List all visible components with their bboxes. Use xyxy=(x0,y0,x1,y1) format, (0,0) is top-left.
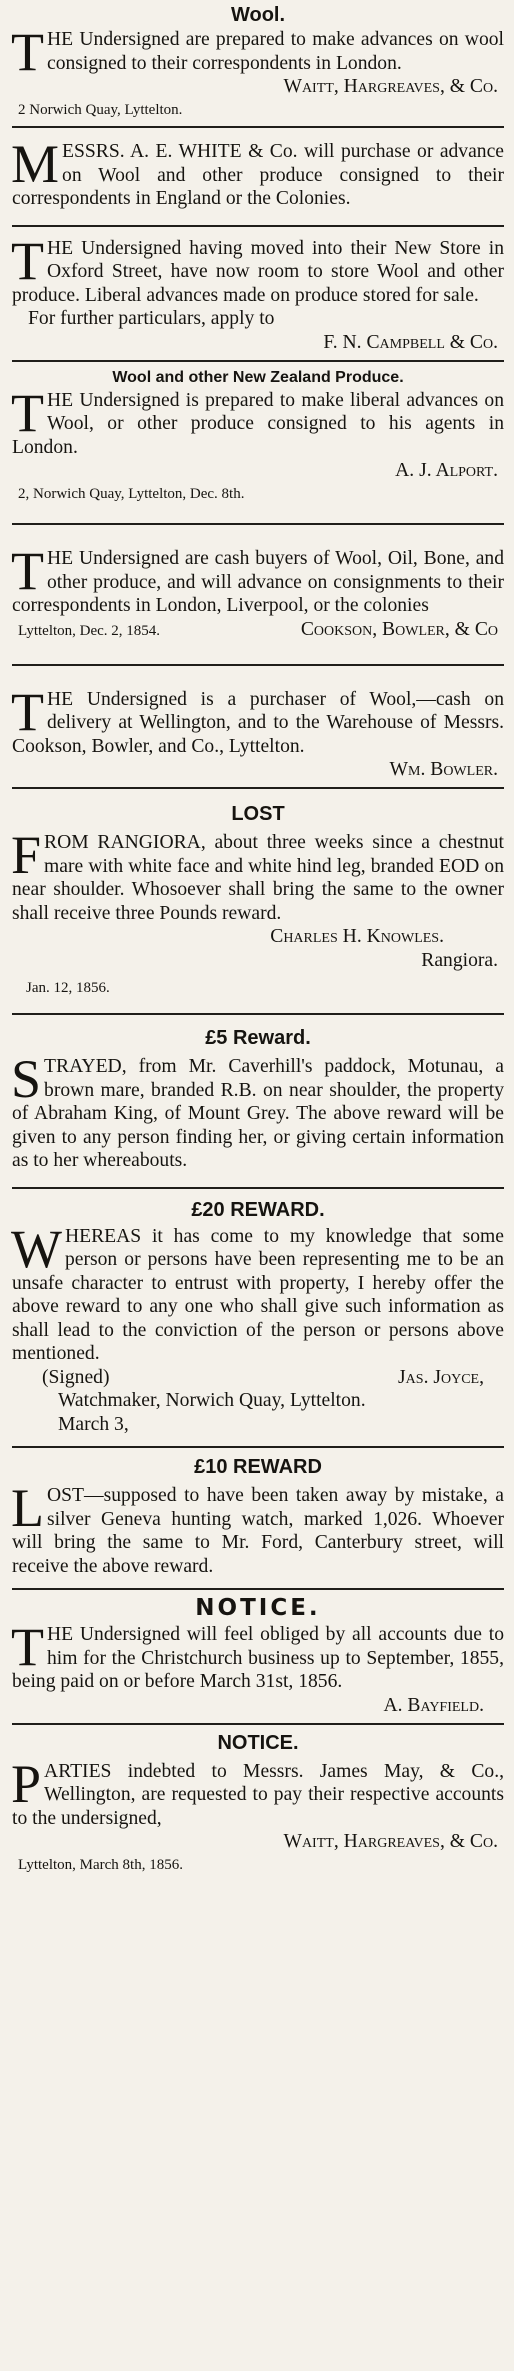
ad-signed-row xyxy=(12,1366,504,1390)
ad-body xyxy=(11,825,504,925)
ad-body xyxy=(11,681,504,759)
drop-cap: T xyxy=(11,1617,44,1677)
drop-cap: T xyxy=(11,230,44,291)
ad-text: HE Undersigned are cash buyers of Wool, Oil, Bone, and other produce, and will advance on consignments to their correspondents in London, Liverpool, or the colonies xyxy=(12,548,504,616)
ad-text: HE Undersigned will feel obliged by all accounts due to him for the Christchurch business up to September, 1855, being paid on or before March 31st, 1856. xyxy=(12,1624,504,1692)
ad-text: HE Undersigned is prepared to make liberal advances on Wool, or other produce consigned to his agents in London. xyxy=(12,389,504,458)
ad-alport xyxy=(12,367,504,506)
drop-cap: T xyxy=(11,541,44,601)
ad-10-pound-reward xyxy=(12,1454,504,1578)
ad-footer-row xyxy=(12,618,504,642)
ad-body xyxy=(11,1218,504,1366)
ad-extra: For further particulars, apply to xyxy=(28,308,275,329)
ad-heading: NOTICE. xyxy=(217,1731,299,1754)
ad-signature: Waitt, Hargreaves, & Co. xyxy=(283,76,498,97)
ad-footer: Jan. 12, 1856. xyxy=(26,980,110,996)
ad-notice-bayfield xyxy=(12,1595,504,1718)
ad-place: Rangiora. xyxy=(421,950,498,971)
divider xyxy=(12,1446,504,1448)
ad-signature: A. Bayfield. xyxy=(383,1694,484,1716)
ad-signature: Cookson, Bowler, & Co xyxy=(300,618,498,640)
drop-cap: P xyxy=(11,1753,42,1814)
ad-signed-label: (Signed) xyxy=(42,1366,110,1388)
divider xyxy=(12,1187,504,1189)
ad-footer: 2 Norwich Quay, Lyttelton. xyxy=(18,102,183,118)
ad-body xyxy=(11,230,504,308)
divider xyxy=(12,360,504,362)
ad-footer: March 3, xyxy=(58,1413,129,1435)
divider xyxy=(12,1013,504,1015)
ad-text: HE Undersigned are prepared to make advances on wool consigned to their correspondents in London. xyxy=(47,29,504,74)
ad-text: ARTIES indebted to Messrs. James May, & Co., Wellington, are requested to pay their respective accounts to the undersigned, xyxy=(12,1760,504,1829)
drop-cap: T xyxy=(11,22,44,82)
divider xyxy=(12,225,504,227)
drop-cap: T xyxy=(11,681,44,742)
ad-text: HEREAS it has come to my knowledge that some person or persons have been representing me to be an unsafe character to entrust with property, I hereby offer the above reward to any one who shall give such information as shall lead to the conviction of the person or persons above mentioned. xyxy=(12,1225,504,1364)
ad-notice-james-may xyxy=(12,1730,504,1877)
ad-body xyxy=(11,134,504,211)
ad-signature: A. J. Alport. xyxy=(395,460,498,481)
ad-body xyxy=(11,541,504,618)
ad-campbell xyxy=(11,230,504,355)
ad-text: ESSRS. A. E. WHITE & Co. will purchase or advance on Wool and other produce consigned to their correspondents in England or the Colonies. xyxy=(12,141,504,209)
ad-body xyxy=(11,1049,504,1173)
ad-body xyxy=(11,22,504,82)
drop-cap: S xyxy=(11,1049,42,1109)
ad-wool xyxy=(12,2,504,121)
ad-signature: Jas. Joyce, xyxy=(398,1366,484,1388)
ad-footer: Lyttelton, March 8th, 1856. xyxy=(18,1857,183,1873)
ad-heading: Wool and other New Zealand Produce. xyxy=(112,368,404,386)
ad-signature: Wm. Bowler. xyxy=(389,759,498,780)
ad-5-pound-reward xyxy=(12,1025,504,1173)
ad-heading: LOST xyxy=(231,803,285,825)
ad-signature: F. N. Campbell & Co. xyxy=(323,331,498,353)
ad-signature: Waitt, Hargreaves, & Co. xyxy=(283,1831,498,1852)
ad-heading: £10 REWARD xyxy=(194,1456,322,1478)
ad-body xyxy=(11,1753,504,1831)
ad-cookson-bowler xyxy=(11,541,504,642)
ad-footer: 2, Norwich Quay, Lyttelton, Dec. 8th. xyxy=(18,486,245,502)
drop-cap: T xyxy=(11,382,44,443)
ad-text: HE Undersigned is a purchaser of Wool,—cash on delivery at Wellington, and to the Warehouse of Messrs. Cookson, Bowler, and Co., Lyttelton. xyxy=(12,688,504,757)
ad-lost xyxy=(12,801,504,999)
ad-heading: Wool. xyxy=(230,4,286,26)
divider xyxy=(12,523,504,525)
divider xyxy=(12,664,504,666)
ad-body xyxy=(11,382,504,460)
divider xyxy=(12,1588,504,1590)
ad-text: ROM RANGIORA, about three weeks since a chestnut mare with white face and white hind leg, branded EOD on near shoulder. Whosoever shall bring the same to the owner shall receive three Pounds reward. xyxy=(12,832,504,924)
drop-cap: M xyxy=(11,134,60,194)
divider xyxy=(12,126,504,128)
ad-body xyxy=(11,1478,504,1578)
ad-heading: £5 Reward. xyxy=(205,1027,311,1049)
divider xyxy=(12,1723,504,1725)
ad-text: TRAYED, from Mr. Caverhill's paddock, Motunau, a brown mare, branded R.B. on near shoulder, the property of Abraham King, of Mount Grey. The above reward will be given to any person finding her, or giving certain information as to her whereabouts. xyxy=(12,1056,504,1171)
ad-heading: £20 REWARD. xyxy=(191,1198,325,1221)
ad-20-pound-reward xyxy=(12,1197,504,1437)
ad-footer: Lyttelton, Dec. 2, 1854. xyxy=(18,622,161,639)
ad-signature: Charles H. Knowles. xyxy=(270,926,444,947)
drop-cap: F xyxy=(11,825,42,885)
ad-heading: NOTICE. xyxy=(195,1595,321,1621)
drop-cap: L xyxy=(11,1478,44,1538)
ad-wm-bowler xyxy=(11,681,504,783)
ad-text: OST—supposed to have been taken away by mistake, a silver Geneva hunting watch, marked 1,026. Whoever will bring the same to Mr. Ford, Canterbury street, will receive the above reward. xyxy=(12,1485,504,1577)
ad-white-co xyxy=(11,134,504,211)
ad-body xyxy=(11,1617,504,1694)
divider xyxy=(12,787,504,789)
ad-signature-line2: Watchmaker, Norwich Quay, Lyttelton. xyxy=(58,1390,366,1411)
drop-cap: W xyxy=(11,1218,62,1279)
ad-text: HE Undersigned having moved into their New Store in Oxford Street, have now room to store Wool and other produce. Liberal advances made on produce stored for sale. xyxy=(12,237,504,306)
